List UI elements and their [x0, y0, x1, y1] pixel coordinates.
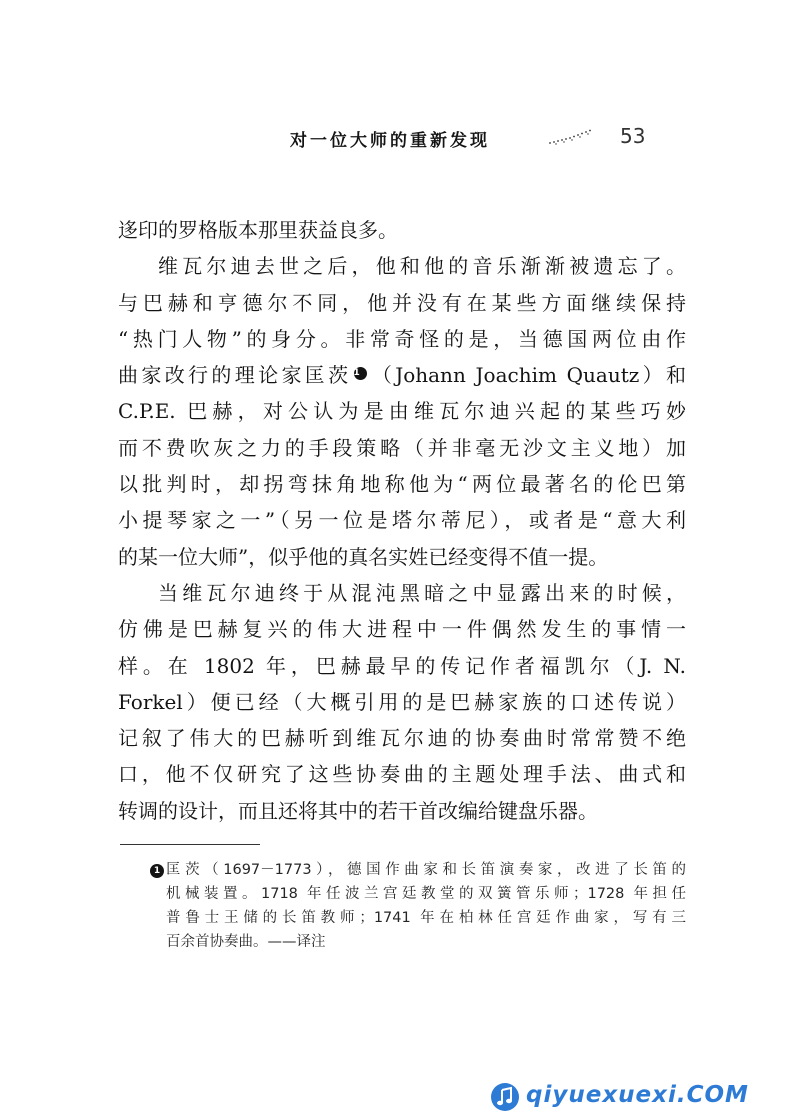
- watermark-text: qiyuexuexi.COM: [526, 1082, 749, 1108]
- text-line: 小提琴家之一”（另一位是塔尔蒂尼），或者是“意大利: [118, 508, 686, 533]
- text-line: 以批判时，却拐弯抹角地称他为“两位最著名的伦巴第: [118, 472, 686, 497]
- text-line: 而不费吹灰之力的手段策略（并非毫无沙文主义地）加: [118, 435, 686, 460]
- ornament-icon: [548, 128, 592, 146]
- text-line: 维瓦尔迪去世之后，他和他的音乐渐渐被遗忘了。: [158, 254, 686, 279]
- text-line: “热门人物”的身分。非常奇怪的是，当德国两位由作: [118, 326, 686, 351]
- footnote-line: 匡茨（1697－1773），德国作曲家和长笛演奏家，改进了长笛的: [166, 862, 686, 878]
- text-line: 口，他不仅研究了这些协奏曲的主题处理手法、曲式和: [118, 762, 686, 787]
- text-line: 转调的设计，而且还将其中的若干首改编给键盘乐器。: [118, 798, 598, 823]
- music-note-logo-icon: [490, 1082, 520, 1112]
- text-line: [118, 357, 686, 393]
- footnote-ref-marker[interactable]: 1: [354, 367, 367, 380]
- text-line: 记叙了伟大的巴赫听到维瓦尔迪的协奏曲时常常赞不绝: [118, 726, 686, 751]
- page-number: 53: [620, 124, 646, 148]
- body-text: [118, 212, 686, 829]
- text-line: 当维瓦尔迪终于从混沌黑暗之中显露出来的时候，: [158, 580, 686, 605]
- footnote-line: 普鲁士王储的长笛教师；1741 年在柏林任宫廷作曲家，写有三: [166, 910, 686, 926]
- footnote: [120, 858, 686, 954]
- text-line: Forkel）便已经（大概引用的是巴赫家族的口述传说）: [118, 689, 686, 714]
- text-line: 仿佛是巴赫复兴的伟大进程中一件偶然发生的事情一: [118, 617, 686, 642]
- text-line: C.P.E. 巴赫，对公认为是由维瓦尔迪兴起的某些巧妙: [118, 399, 686, 424]
- text-line: 样。在 1802 年，巴赫最早的传记作者福凯尔（J. N.: [118, 653, 686, 678]
- watermark: [490, 1080, 790, 1114]
- footnote-line: 机械装置。1718 年任波兰宫廷教堂的双簧管乐师；1728 年担任: [166, 886, 686, 902]
- text-line: 的某一位大师”，似乎他的真名实姓已经变得不值一提。: [118, 544, 609, 569]
- text-line: 与巴赫和亨德尔不同，他并没有在某些方面继续保持: [118, 290, 686, 315]
- text-segment: 曲家改行的理论家匡茨: [118, 363, 352, 388]
- running-title: 对一位大师的重新发现: [290, 131, 490, 151]
- footnote-divider: [120, 844, 260, 845]
- footnote-marker: 1: [150, 864, 164, 878]
- page-header: [0, 120, 794, 156]
- text-segment: （Johann Joachim Quautz）和: [368, 363, 686, 388]
- footnote-line: 百余首协奏曲。——译注: [166, 934, 326, 950]
- text-line: 迻印的罗格版本那里获益良多。: [118, 218, 398, 242]
